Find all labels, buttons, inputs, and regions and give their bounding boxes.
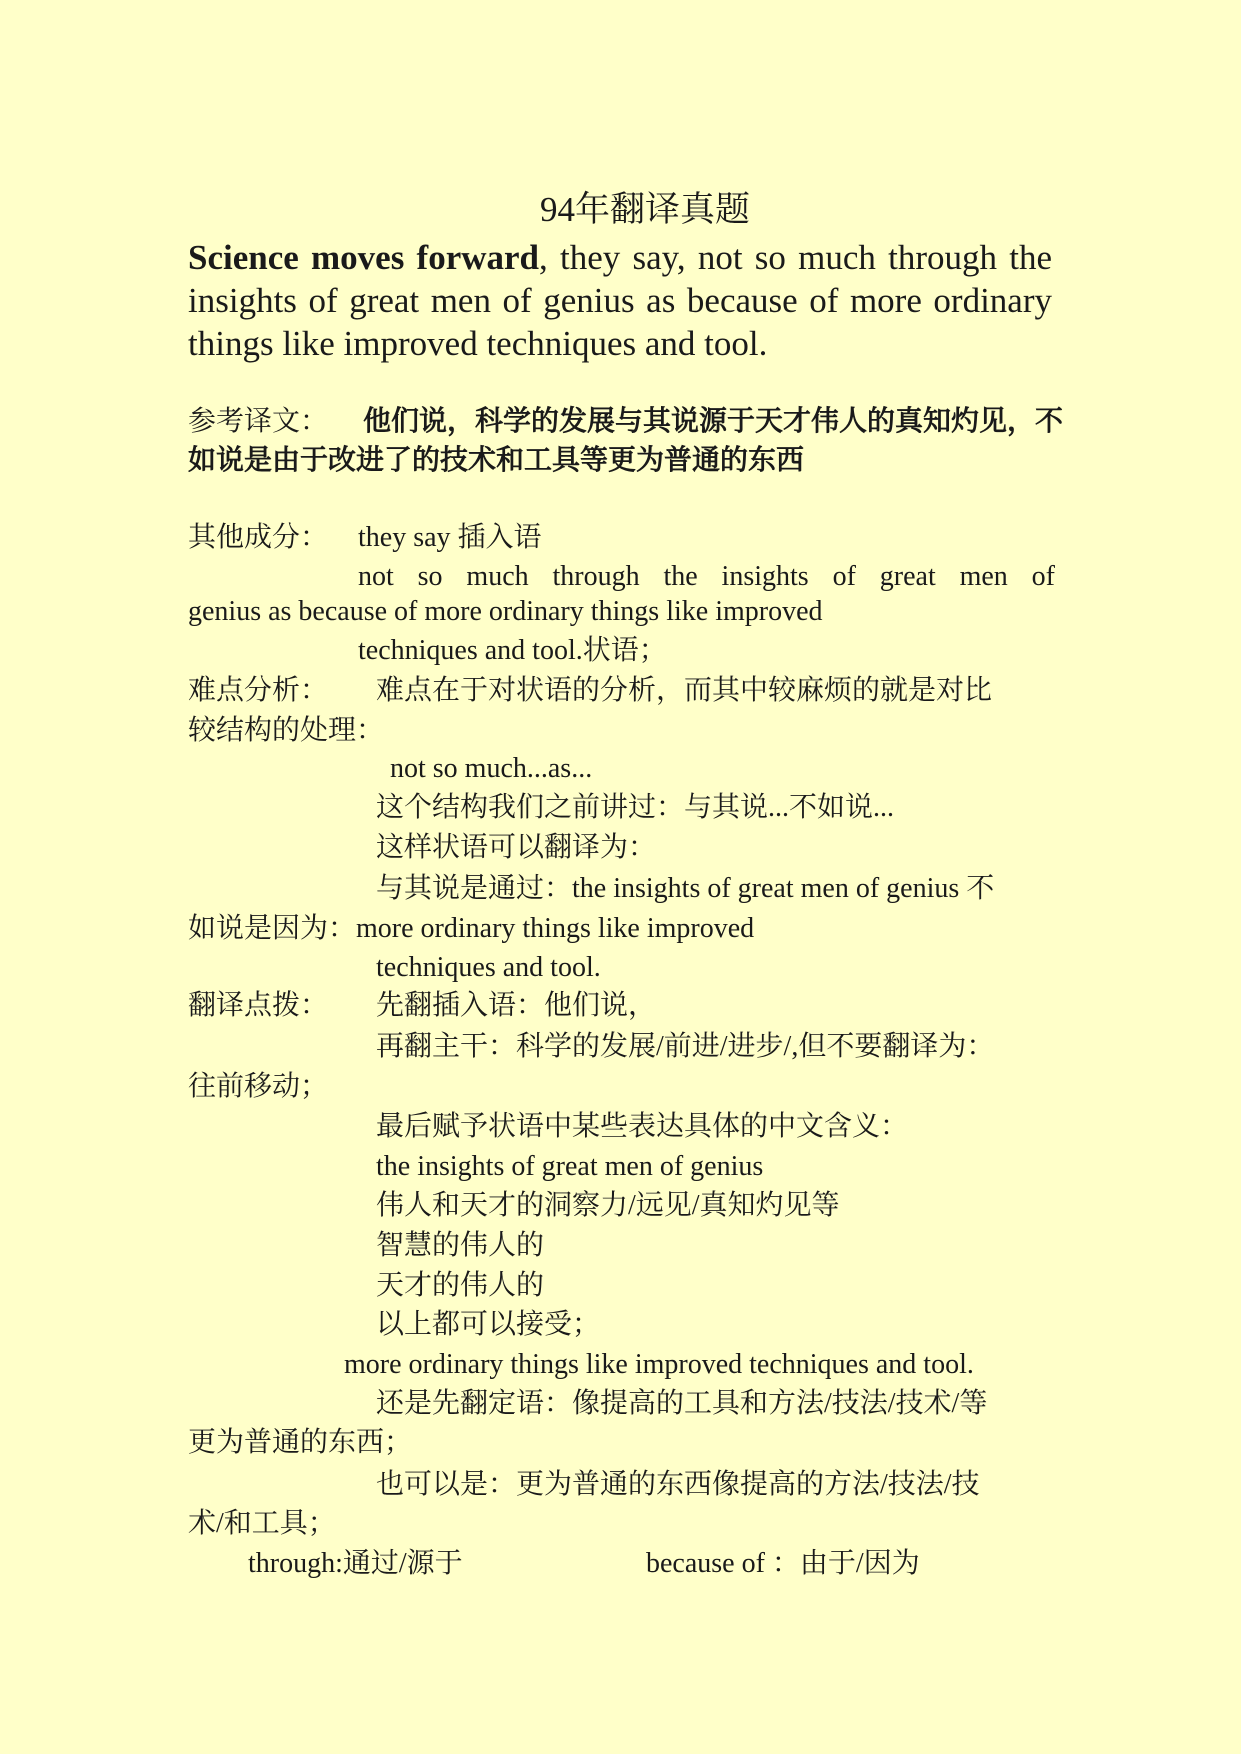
reference-label: 参考译文： [188,406,329,437]
tips-line-9: 以上都可以接受； [376,1309,601,1340]
difficulty-label: 难点分析： [188,675,329,706]
other-line-4: techniques and tool.状语； [358,635,667,666]
reference-text: 他们说，科学的发展与其说源于天才伟人的真知灼见，不如说是由于改进了的技术和工具等更为普通的东西 [188,406,1064,476]
tips-line-5: the insights of great men of genius [376,1151,764,1182]
difficulty-line-7: 如说是因为：more ordinary things like improved [188,913,755,944]
tips-line-12: 更为普通的东西； [188,1427,413,1458]
tips-label: 翻译点拨： [188,990,329,1021]
passage-rest: , they say, not so much through the insights of great men of genius as because of more ordinary things like improved techniques and tool. [188,238,1052,363]
other-line-1: they say 插入语 [358,522,542,553]
page-title: 94年翻译真题 [539,190,750,229]
tips-line-15-through: through:通过/源于 [248,1548,463,1579]
tips-line-15-because: because of ：由于/因为 [646,1548,920,1579]
tips-line-13: 也可以是：更为普通的东西像提高的方法/技法/技 [376,1469,980,1500]
tips-line-8: 天才的伟人的 [376,1270,545,1301]
difficulty-line-1: 难点在于对状语的分析，而其中较麻烦的就是对比 [376,675,993,706]
other-line-3: genius as because of more ordinary things like improved [188,596,823,627]
difficulty-line-6: 与其说是通过：the insights of great men of genius 不 [376,873,995,904]
tips-line-7: 智慧的伟人的 [376,1230,545,1261]
tips-line-6: 伟人和天才的洞察力/远见/真知灼见等 [376,1190,840,1221]
difficulty-line-5: 这样状语可以翻译为： [376,832,657,863]
tips-line-4: 最后赋予状语中某些表达具体的中文含义： [376,1111,909,1142]
difficulty-line-8: techniques and tool. [376,952,601,983]
difficulty-line-3: not so much...as... [390,753,593,784]
tips-line-10: more ordinary things like improved techniques and tool. [344,1349,974,1380]
source-passage [188,236,1052,365]
tips-line-11: 还是先翻定语：像提高的工具和方法/技法/技术/等 [376,1388,988,1419]
tips-line-3: 往前移动； [188,1071,329,1102]
difficulty-line-4: 这个结构我们之前讲过：与其说...不如说... [376,792,895,823]
tips-line-1: 先翻插入语：他们说， [376,990,657,1021]
tips-line-14: 术/和工具； [188,1508,336,1539]
other-label: 其他成分： [188,522,329,553]
tips-line-2: 再翻主干：科学的发展/前进/进步/,但不要翻译为： [376,1031,995,1062]
difficulty-line-2: 较结构的处理： [188,715,385,746]
other-line-2: not so much through the insights of great men of [358,561,1055,592]
passage-bold-lead: Science moves forward [188,238,540,277]
reference-translation [188,402,1064,480]
